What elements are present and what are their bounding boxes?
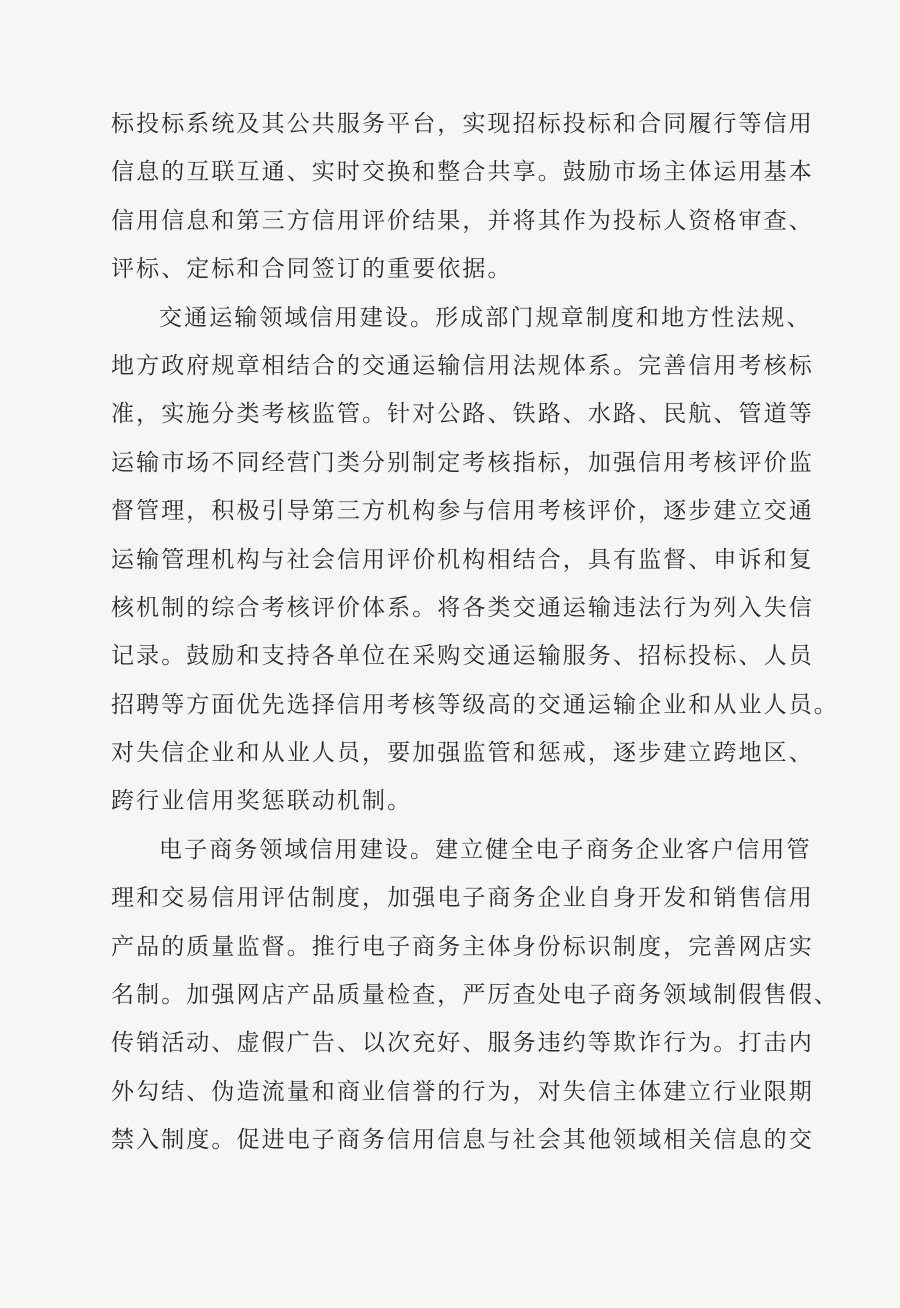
paragraph-2-transport-credit (111, 294, 839, 826)
text-line: 交通运输领域信用建设。形成部门规章制度和地方性法规、 (159, 304, 812, 331)
text-line: 评标、定标和合同签订的重要依据。 (111, 256, 513, 283)
text-line: 产品的质量监督。推行电子商务主体身份标识制度，完善网店实 (111, 933, 814, 960)
text-line: 禁入制度。促进电子商务信用信息与社会其他领域相关信息的交 (111, 1127, 814, 1154)
text-line: 招聘等方面优先选择信用考核等级高的交通运输企业和从业人员。 (111, 691, 839, 718)
text-line: 地方政府规章相结合的交通运输信用法规体系。完善信用考核标 (111, 352, 814, 379)
text-line: 信用信息和第三方信用评价结果，并将其作为投标人资格审查、 (111, 207, 814, 234)
text-line: 电子商务领域信用建设。建立健全电子商务企业客户信用管 (159, 836, 812, 863)
text-line: 对失信企业和从业人员，要加强监管和惩戒，逐步建立跨地区、 (111, 740, 814, 767)
paragraph-1 (111, 100, 814, 294)
text-line: 信息的互联互通、实时交换和整合共享。鼓励市场主体运用基本 (111, 159, 814, 186)
text-line: 督管理，积极引导第三方机构参与信用考核评价，逐步建立交通 (111, 498, 814, 525)
text-line: 名制。加强网店产品质量检查，严厉查处电子商务领域制假售假、 (111, 982, 839, 1009)
text-line: 核机制的综合考核评价体系。将各类交通运输违法行为列入失信 (111, 594, 814, 621)
text-line: 记录。鼓励和支持各单位在采购交通运输服务、招标投标、人员 (111, 643, 814, 670)
text-line: 跨行业信用奖惩联动机制。 (111, 788, 413, 815)
document-body (111, 100, 839, 1165)
text-line: 标投标系统及其公共服务平台，实现招标投标和合同履行等信用 (111, 111, 814, 137)
text-line: 理和交易信用评估制度，加强电子商务企业自身开发和销售信用 (111, 885, 814, 912)
text-line: 运输管理机构与社会信用评价机构相结合，具有监督、申诉和复 (111, 546, 814, 573)
text-line: 运输市场不同经营门类分别制定考核指标，加强信用考核评价监 (111, 449, 814, 476)
text-line: 传销活动、虚假广告、以次充好、服务违约等欺诈行为。打击内 (111, 1030, 814, 1057)
paragraph-3-ecommerce-credit (111, 826, 839, 1165)
text-line: 外勾结、伪造流量和商业信誉的行为，对失信主体建立行业限期 (111, 1078, 814, 1105)
text-line: 准，实施分类考核监管。针对公路、铁路、水路、民航、管道等 (111, 401, 814, 428)
